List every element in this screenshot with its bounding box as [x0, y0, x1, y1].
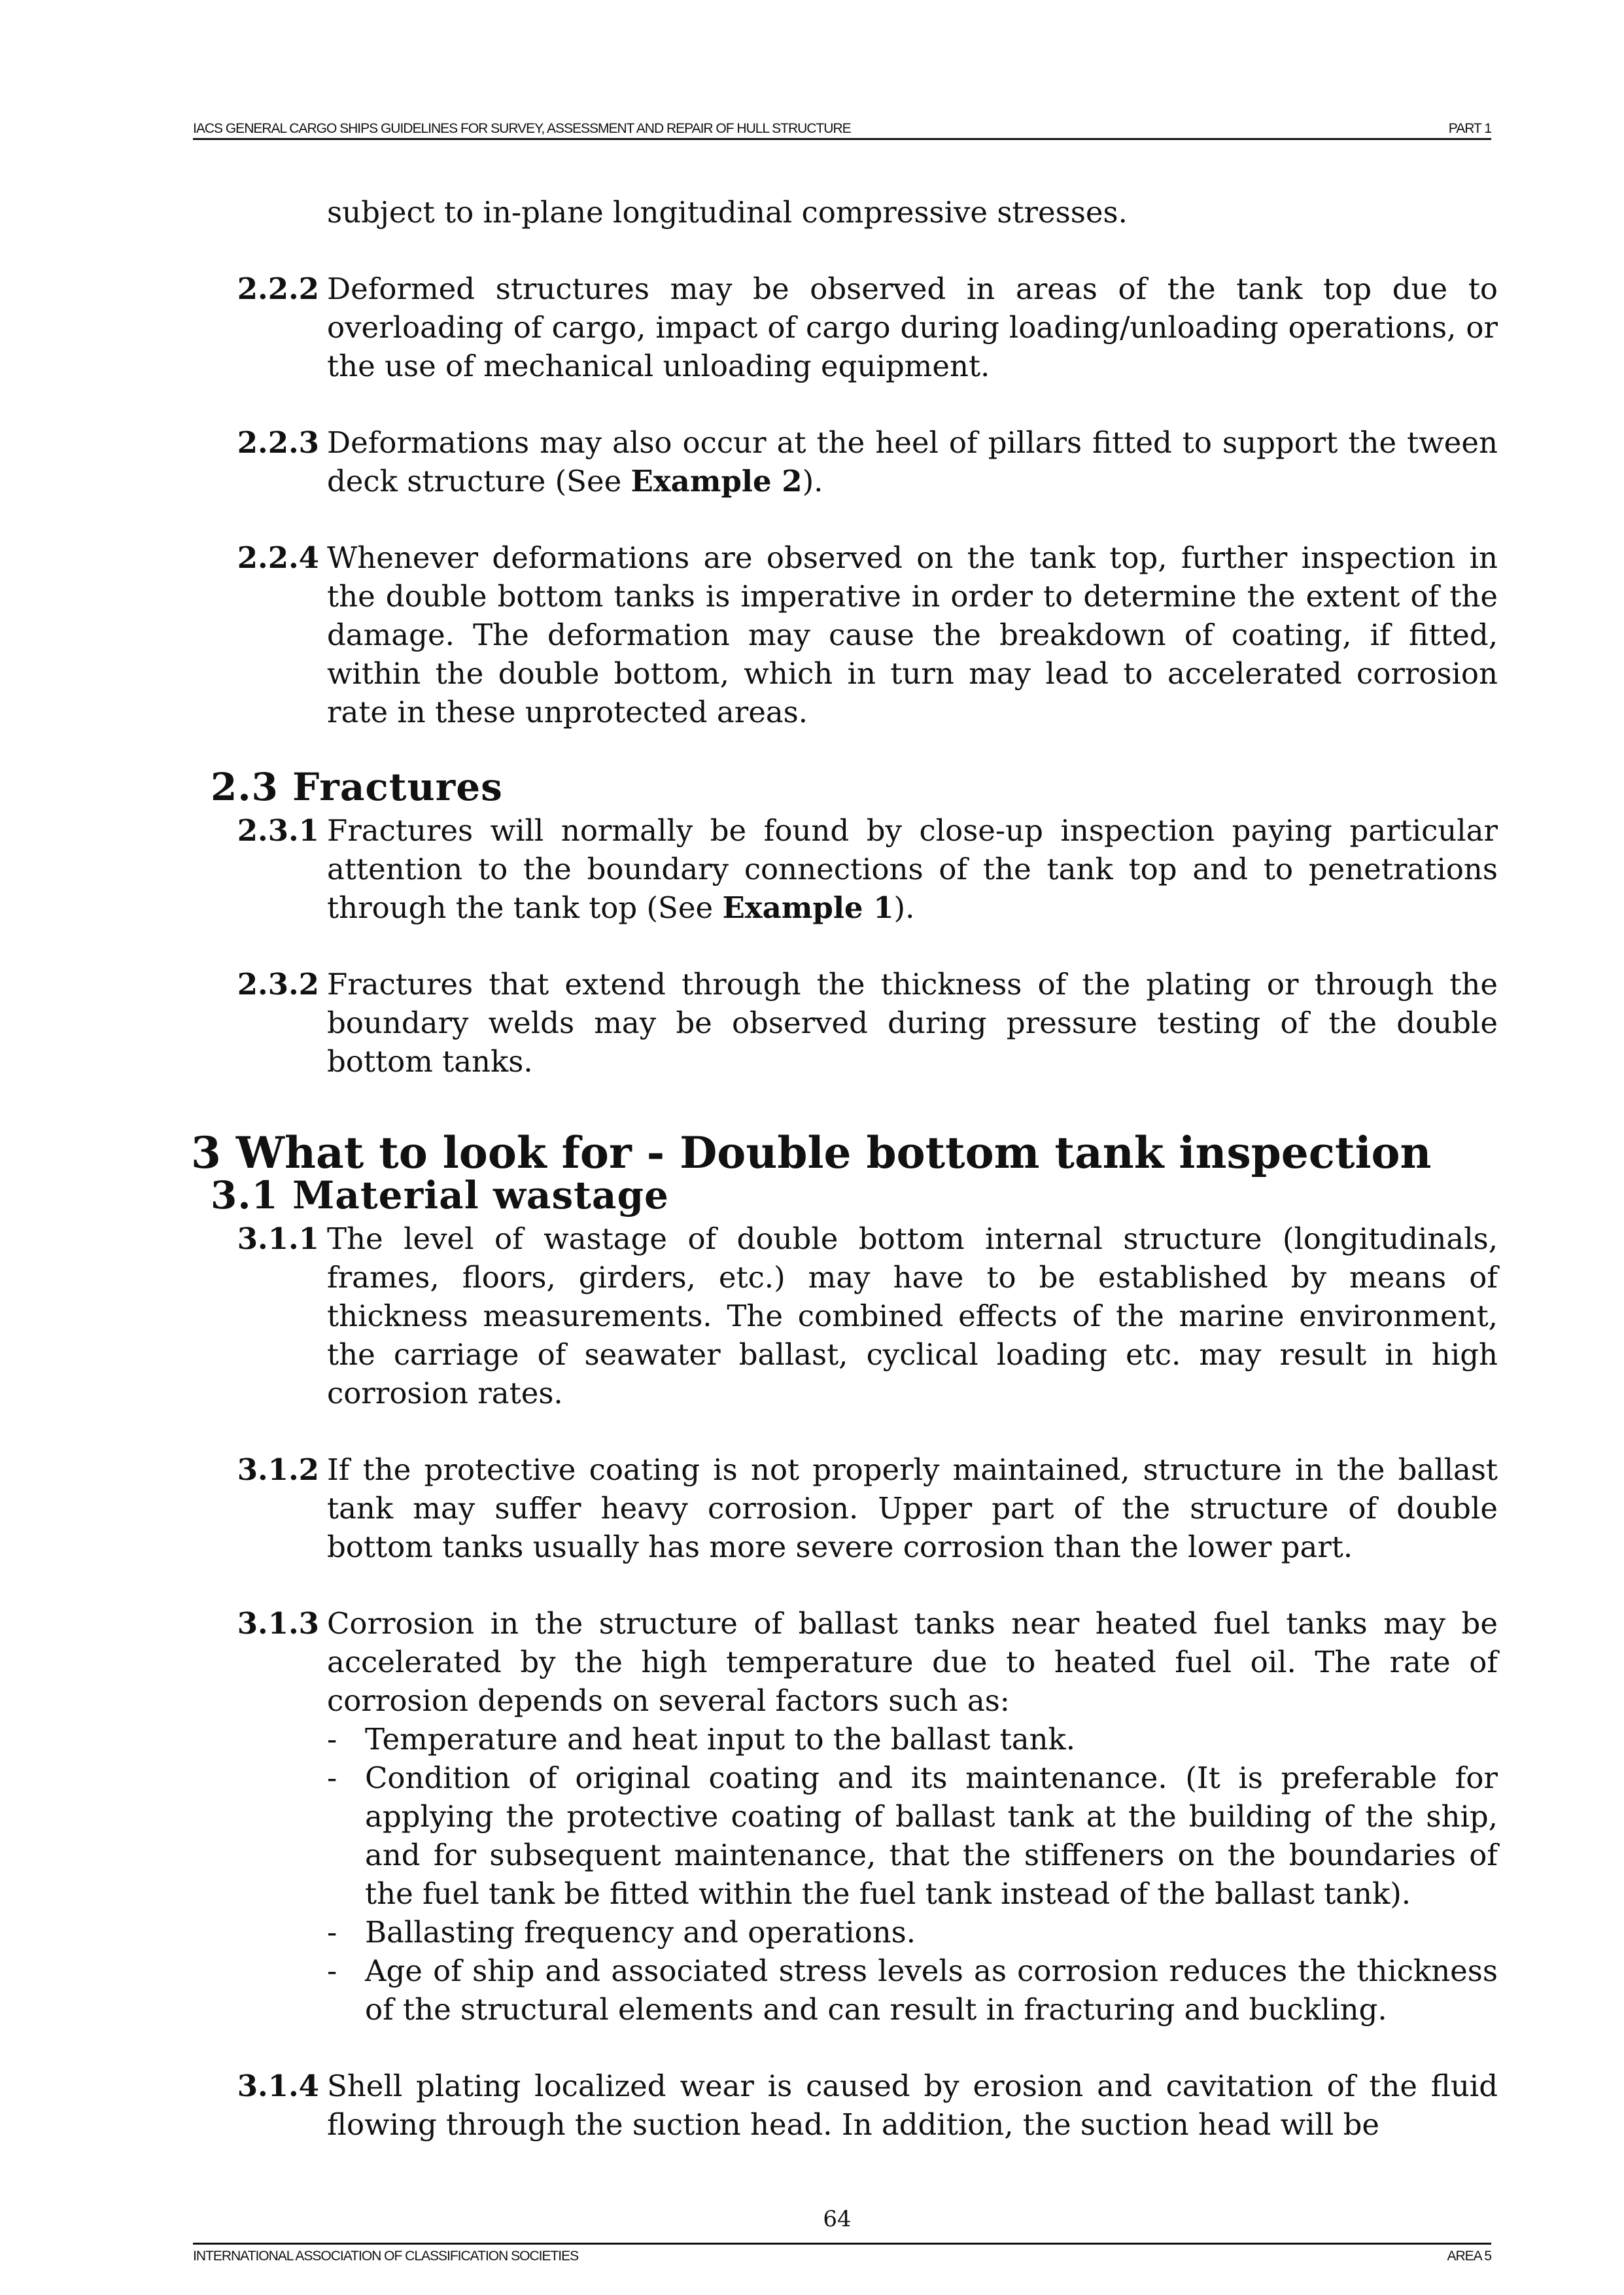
paragraph-2-2-2 — [190, 270, 1498, 385]
paragraph-text: Corrosion in the structure of ballast tanks near heated fuel tanks may be accelerated by the high temperature due to heated fuel oil. The rate of corrosion depends on several factors such as: — [327, 1606, 1498, 1718]
chapter-heading-3: 3 What to look for - Double bottom tank inspection — [191, 1127, 1432, 1178]
paragraph-number: 3.1.3 — [237, 1606, 319, 1641]
section-heading-2-3: 2.3 Fractures — [211, 765, 503, 809]
paragraph-3-1-2 — [190, 1450, 1498, 1566]
paragraph-text: Shell plating localized wear is caused by erosion and cavitation of the fluid flowing through the suction head. In addition, the suction head will be — [327, 2069, 1498, 2142]
section-heading-3-1: 3.1 Material wastage — [211, 1173, 669, 1218]
paragraph-text: Whenever deformations are observed on the tank top, further inspection in the double bottom tanks is imperative in order to determine the extent of the damage. The deformation may cause the breakdown of coating, if fitted, within the double bottom, which in turn may lead to accelerated corrosion rate in these unprotected areas. — [327, 540, 1498, 729]
paragraph-2-3-2 — [190, 965, 1498, 1081]
list-item: - Temperature and heat input to the ballast tank. — [327, 1720, 1498, 1759]
paragraph-number: 2.3.2 — [237, 967, 319, 1002]
paragraph-text-start: Deformations may also occur at the heel of pillars fitted to support the tween deck structure (See — [327, 425, 1498, 499]
header-part: PART 1 — [1448, 121, 1491, 136]
page-header — [193, 121, 1491, 140]
continued-paragraph: subject to in-plane longitudinal compressive stresses. — [327, 195, 1128, 230]
footer-organization: INTERNATIONAL ASSOCIATION OF CLASSIFICATION SOCIETIES — [193, 2249, 579, 2264]
paragraph-text — [327, 811, 1498, 927]
paragraph-text-end: ). — [893, 890, 915, 925]
paragraph-text: If the protective coating is not properly maintained, structure in the ballast tank may suffer heavy corrosion. Upper part of the structure of double bottom tanks usually has more severe corrosion than the lower part. — [327, 1452, 1498, 1564]
list-item-text: Condition of original coating and its maintenance. (It is preferable for applying the protective coating of ballast tank at the building of the ship, and for subsequent maintenance, that the stiffeners on the boundaries of the fuel tank be fitted within the fuel tank instead of the ballast tank). — [365, 1761, 1498, 1911]
paragraph-2-3-1 — [190, 811, 1498, 927]
paragraph-3-1-1 — [190, 1219, 1498, 1412]
paragraph-text: The level of wastage of double bottom internal structure (longitudinals, frames, floors, girders, etc.) may have to be established by means of thickness measurements. The combined effects of the marine environment, the carriage of seawater ballast, cyclical loading etc. may result in high corrosion rates. — [327, 1221, 1498, 1410]
paragraph-number: 2.2.4 — [237, 540, 319, 575]
paragraph-3-1-4 — [190, 2067, 1498, 2144]
page-content — [190, 193, 1498, 2144]
paragraph-3-1-3 — [190, 1604, 1498, 2029]
list-item-text: Temperature and heat input to the ballast tank. — [365, 1722, 1076, 1757]
list-item: - Condition of original coating and its maintenance. (It is preferable for applying the protective coating of ballast tank at the building of the ship, and for subsequent maintenance, that the stiffeners on the boundaries of the fuel tank be fitted within the fuel tank instead of the ballast tank). — [327, 1759, 1498, 1913]
paragraph-number: 3.1.4 — [237, 2069, 319, 2103]
list-item-text: Age of ship and associated stress levels as corrosion reduces the thickness of the structural elements and can result in fracturing and buckling. — [365, 1953, 1498, 2027]
paragraph-text-end: ). — [802, 464, 823, 499]
example-reference: Example 2 — [631, 464, 803, 499]
paragraph-number: 3.1.1 — [237, 1221, 319, 1256]
paragraph-number: 3.1.2 — [237, 1452, 319, 1487]
paragraph-number: 2.2.2 — [237, 272, 319, 306]
paragraph-text: Fractures that extend through the thickness of the plating or through the boundary welds may be observed during pressure testing of the double bottom tanks. — [327, 967, 1498, 1079]
factor-list — [327, 1720, 1498, 2029]
paragraph-number: 2.2.3 — [237, 425, 319, 460]
paragraph-text — [327, 423, 1498, 500]
page-footer — [193, 2243, 1491, 2264]
example-reference: Example 1 — [722, 890, 894, 925]
page-number: 64 — [823, 2206, 852, 2232]
paragraph-body — [327, 1604, 1498, 2029]
paragraph-2-2-4 — [190, 538, 1498, 731]
paragraph-2-2-3 — [190, 423, 1498, 500]
footer-area: AREA 5 — [1447, 2249, 1491, 2264]
paragraph-number: 2.3.1 — [237, 813, 319, 848]
list-item: - Ballasting frequency and operations. — [327, 1913, 1498, 1952]
paragraph-text: Deformed structures may be observed in areas of the tank top due to overloading of cargo, impact of cargo during loading/unloading operations, or the use of mechanical unloading equipment. — [327, 272, 1498, 383]
paragraph-text-start: Fractures will normally be found by close-up inspection paying particular attention to the boundary connections of the tank top and to penetrations through the tank top (See — [327, 813, 1498, 925]
list-item: - Age of ship and associated stress levels as corrosion reduces the thickness of the structural elements and can result in fracturing and buckling. — [327, 1952, 1498, 2029]
header-title: IACS GENERAL CARGO SHIPS GUIDELINES FOR SURVEY, ASSESSMENT AND REPAIR OF HULL STRUCTURE — [193, 121, 851, 136]
list-item-text: Ballasting frequency and operations. — [365, 1915, 916, 1950]
